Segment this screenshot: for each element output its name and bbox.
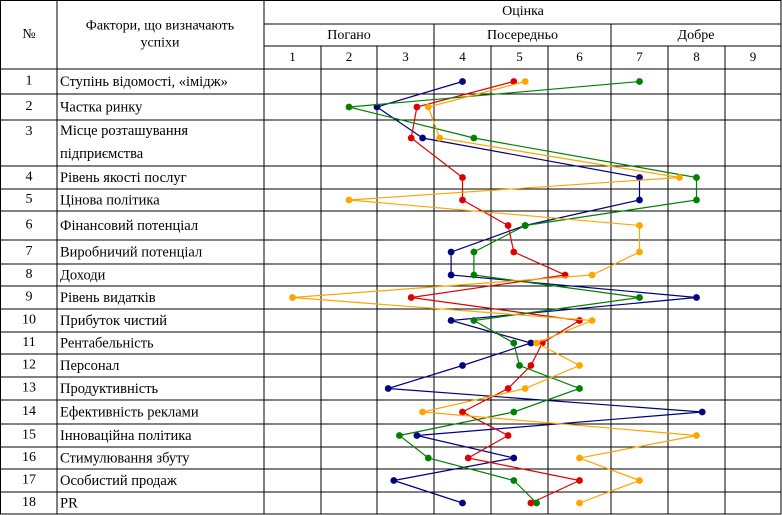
rating-group-label: Посередньо [486, 28, 559, 44]
data-point [419, 409, 426, 416]
scale-tick-label: 4 [459, 48, 466, 64]
data-point [390, 477, 397, 484]
data-point [636, 197, 643, 204]
data-point [533, 340, 540, 347]
row-number: 8 [25, 267, 33, 283]
factor-name: Виробничий потенціал [60, 244, 203, 261]
data-point [516, 362, 523, 369]
data-point [448, 249, 455, 256]
data-point [636, 78, 643, 85]
rating-series [289, 78, 705, 506]
data-point [465, 455, 472, 462]
data-point [419, 135, 426, 142]
data-point [510, 455, 517, 462]
scale-tick-label: 8 [693, 48, 700, 64]
data-point [448, 317, 455, 324]
row-number: 12 [22, 357, 36, 373]
data-point [522, 385, 529, 392]
data-point [425, 455, 432, 462]
data-point [576, 455, 583, 462]
data-point [636, 294, 643, 301]
series-3 [346, 78, 700, 506]
data-point [636, 222, 643, 229]
rating-group-label: Добре [677, 28, 715, 44]
data-point [459, 78, 466, 85]
data-point [396, 432, 403, 439]
data-point [522, 78, 529, 85]
factor-name: Цінова політика [60, 192, 160, 209]
data-point [471, 272, 478, 279]
data-point [471, 317, 478, 324]
factor-name: Рівень якості послуг [60, 169, 187, 186]
factor-name: Фінансовий потенціал [60, 217, 199, 234]
row-number: 4 [25, 169, 33, 185]
data-point [414, 104, 421, 111]
scale-tick-label: 9 [749, 48, 757, 64]
data-point [522, 222, 529, 229]
scale-tick-label: 2 [345, 48, 353, 64]
data-point [576, 500, 583, 507]
data-point [693, 197, 700, 204]
row-number: 17 [22, 472, 36, 488]
data-point [576, 477, 583, 484]
row-number: 14 [22, 404, 36, 420]
data-point [459, 197, 466, 204]
data-point [636, 249, 643, 256]
factor-name: Продуктивність [60, 380, 159, 397]
data-point [533, 500, 540, 507]
factor-name: Частка ринку [60, 99, 143, 116]
row-number: 16 [22, 450, 36, 466]
data-point [425, 104, 432, 111]
data-point [510, 477, 517, 484]
row-number: 15 [22, 427, 36, 443]
rating-header: Оцінка [502, 4, 544, 20]
data-point [385, 385, 392, 392]
data-point [346, 104, 353, 111]
scale-tick-label: 5 [516, 48, 523, 64]
data-point [471, 249, 478, 256]
row-number: 18 [22, 495, 36, 511]
factor-name: Рентабельність [60, 335, 154, 352]
data-point [528, 362, 535, 369]
row-number: 10 [22, 312, 36, 328]
series-line [377, 82, 702, 504]
scale-tick-label: 3 [402, 48, 409, 64]
data-point [676, 174, 683, 181]
data-point [576, 362, 583, 369]
data-point [408, 294, 415, 301]
row-number: 7 [25, 244, 33, 260]
data-point [699, 409, 706, 416]
row-number: 2 [25, 99, 33, 115]
data-point [505, 432, 512, 439]
data-point [589, 317, 596, 324]
data-point [636, 477, 643, 484]
row-number: 11 [22, 335, 36, 351]
rating-scale-headers [289, 49, 756, 64]
factor-name: Ступінь відомості, «імідж» [60, 73, 228, 90]
data-point [693, 174, 700, 181]
factor-name: Прибуток чистий [60, 312, 167, 329]
data-point [436, 135, 443, 142]
data-point [576, 317, 583, 324]
factor-name: Інноваційна політика [60, 427, 192, 444]
data-point [510, 409, 517, 416]
data-point [505, 385, 512, 392]
data-point [693, 294, 700, 301]
factor-name: Ефективність реклами [60, 404, 199, 421]
data-point [589, 272, 596, 279]
data-point [510, 340, 517, 347]
factor-name: Персонал [60, 357, 120, 374]
row-number: 6 [25, 217, 33, 233]
data-point [459, 362, 466, 369]
data-point [576, 385, 583, 392]
row-number: 3 [25, 124, 33, 140]
data-point [459, 500, 466, 507]
factor-name: Рівень видатків [60, 289, 156, 306]
scale-tick-label: 7 [636, 48, 643, 64]
row-number: 13 [22, 380, 36, 396]
data-point [414, 432, 421, 439]
data-point [510, 249, 517, 256]
factor-name: Доходи [60, 267, 106, 284]
row-number: 5 [25, 192, 33, 208]
series-1 [374, 78, 706, 506]
data-point [459, 174, 466, 181]
data-point [693, 432, 700, 439]
data-point [448, 272, 455, 279]
scale-tick-label: 1 [289, 48, 296, 64]
row-number: 1 [25, 73, 33, 89]
data-point [289, 294, 296, 301]
rating-group-headers [327, 28, 714, 43]
factor-name: Особистий продаж [60, 472, 177, 489]
factor-name: Місце розташування підприємства [60, 123, 189, 163]
row-number: 9 [25, 289, 33, 305]
data-point [459, 409, 466, 416]
number-column-header: № [22, 27, 36, 43]
rating-group-label: Погано [327, 28, 371, 44]
factor-rows [22, 74, 228, 512]
factors-column-header: Фактори, що визначають успіхи [85, 18, 235, 51]
factor-name: PR [60, 495, 78, 512]
data-point [346, 197, 353, 204]
data-point [471, 135, 478, 142]
data-point [505, 222, 512, 229]
factor-name: Стимулювання збуту [60, 450, 190, 467]
scale-tick-label: 6 [576, 48, 583, 64]
data-point [408, 135, 415, 142]
